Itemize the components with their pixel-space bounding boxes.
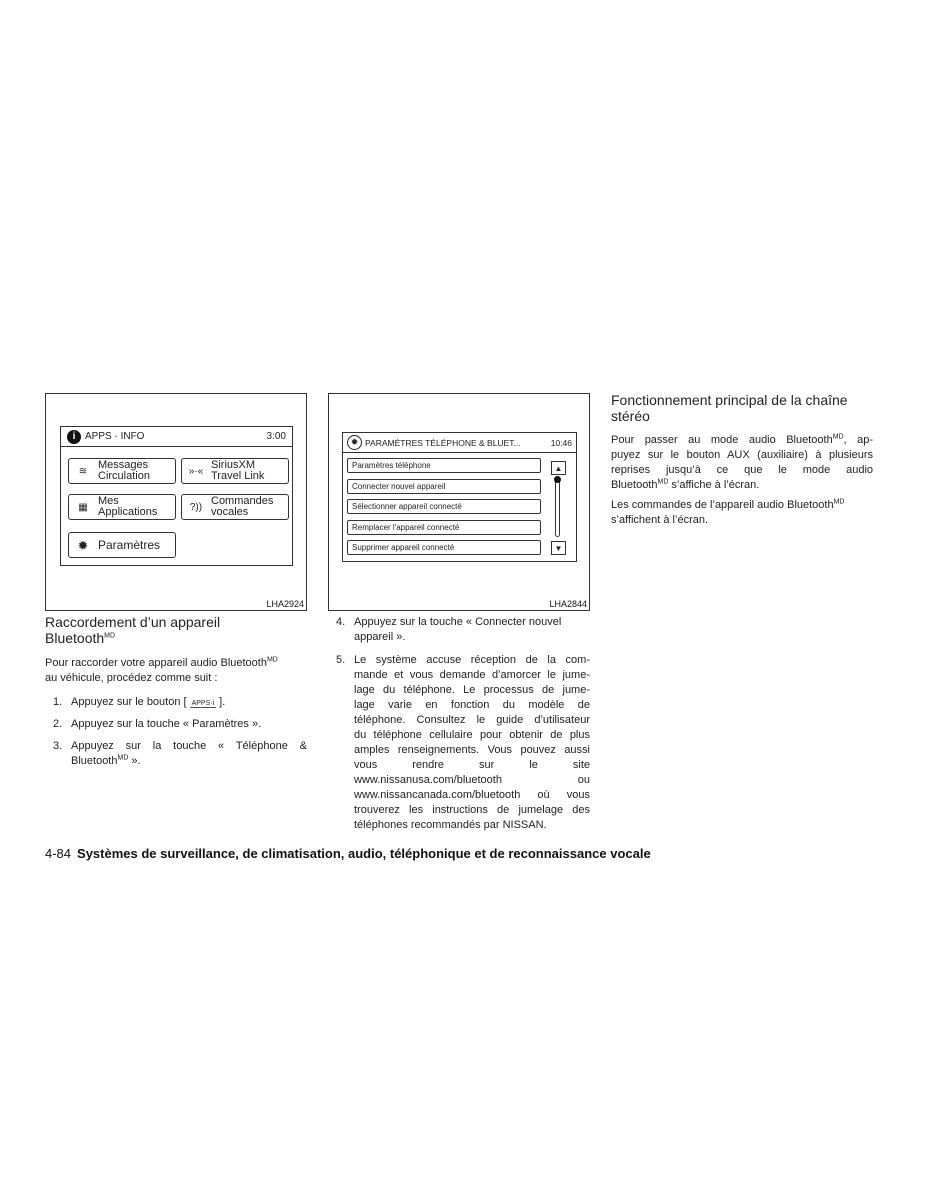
traffic-icon: ≋ (78, 465, 88, 477)
list-item-label: Supprimer appareil connecté (352, 543, 455, 552)
step-number: 3. (53, 740, 63, 752)
list-item-supprimer-appareil[interactable] (347, 540, 541, 555)
p1-line2: puyez sur le bouton AUX (auxiliaire) à plusieurs (611, 449, 873, 461)
list-item-label: Sélectionner appareil connecté (352, 502, 462, 511)
list-item-label: Connecter nouvel appareil (352, 482, 446, 491)
button-label-line1: Messages (98, 459, 149, 471)
figure-label: LHA2924 (266, 599, 304, 609)
scroll-up-button[interactable]: ▲ (551, 461, 566, 475)
md-superscript: MD (833, 498, 845, 506)
bluetooth-word: Bluetooth (71, 755, 118, 767)
list-item-remplacer-appareil[interactable] (347, 520, 541, 535)
screen-title: PARAMÈTRES TÉLÉPHONE & BLUET... (365, 437, 521, 448)
step-5 (336, 653, 590, 835)
info-icon: i (67, 430, 81, 444)
step-line: www.nissancanada.com/bluetooth où vous (354, 789, 590, 801)
p2-line1-text: Les commandes de l’appareil audio Bluetooth (611, 499, 834, 511)
step-line: www.nissanusa.com/bluetooth ou (354, 774, 590, 786)
step-text: Appuyez sur la touche « Paramètres ». (71, 718, 262, 730)
p1-line1-b: , ap- (843, 434, 873, 446)
figure-label: LHA2844 (549, 599, 587, 609)
heading-line1: Raccordement d’un appareil (45, 614, 221, 630)
step-line: mande et vous demande d’amorcer le jume- (354, 669, 590, 681)
step-line: appareil ». (354, 631, 406, 643)
commandes-vocales-button[interactable] (181, 494, 289, 520)
md-superscript: MD (266, 656, 278, 664)
step-number: 4. (336, 616, 346, 628)
md-superscript: MD (104, 632, 116, 640)
paragraph-bluetooth-audio (611, 433, 873, 493)
p1-line3: reprises jusqu’à ce que le mode audio (611, 464, 873, 476)
md-superscript: MD (117, 754, 129, 762)
figure-apps-info (45, 393, 307, 611)
intro-paragraph (45, 656, 307, 686)
scroll-down-button[interactable]: ▼ (551, 541, 566, 555)
step-line: du téléphone cellulaire pour obtenir de plus (354, 729, 590, 741)
step-text-line1: Appuyez sur la touche « Téléphone & (71, 740, 307, 752)
step-text (71, 739, 307, 754)
phone-settings-screen (342, 432, 577, 562)
step-line: lage du téléphone. Le processus de jume- (354, 684, 590, 696)
p1-line1 (611, 433, 873, 448)
step-number: 1. (53, 696, 63, 708)
list-item-parametres-telephone[interactable] (347, 458, 541, 473)
intro-line1: Pour raccorder votre appareil audio Bluetooth (45, 657, 267, 669)
md-superscript: MD (657, 478, 669, 486)
screen-time: 10:46 (550, 437, 572, 448)
button-label-line1: Mes (98, 495, 119, 507)
step-2 (53, 717, 307, 732)
parametres-button[interactable] (68, 532, 176, 558)
heading-line2: Bluetooth (45, 630, 105, 646)
p1-line1-a: Pour passer au mode audio Bluetooth (611, 434, 833, 446)
step-text-b: ]. (219, 696, 226, 708)
siriusxm-travel-link-button[interactable] (181, 458, 289, 484)
heading-line2: stéréo (611, 408, 650, 424)
step-text-line2 (71, 754, 141, 769)
button-label-line1: Commandes (211, 495, 274, 507)
button-label-line2: Circulation (98, 470, 150, 482)
p2-line1 (611, 498, 881, 513)
screen-title: APPS · INFO (85, 431, 145, 442)
step-line: trouverez les instructions de jumelage des (354, 804, 590, 816)
step-3 (53, 739, 307, 769)
step-text-a: Appuyez sur le bouton [ (71, 696, 187, 708)
step-text-end: ». (128, 755, 141, 767)
paragraph-bluetooth-controls (611, 498, 881, 528)
figure-phone-bluetooth-settings (328, 393, 590, 611)
list-item-selectionner-appareil[interactable] (347, 499, 541, 514)
heading-line1: Fonctionnement principal de la chaîne (611, 392, 848, 408)
apps-info-screen (60, 426, 293, 566)
p1-line4-b: s’affiche à l’écran. (668, 479, 760, 491)
mes-applications-button[interactable] (68, 494, 176, 520)
section-heading-raccordement (45, 614, 307, 646)
step-4 (336, 615, 590, 645)
step-text (354, 615, 590, 645)
section-heading-fonctionnement (611, 392, 881, 424)
screen-header (61, 427, 292, 447)
step-line: Le système accuse réception de la com- (354, 654, 590, 666)
button-label-line2: Travel Link (211, 470, 265, 482)
scrollbar-track[interactable] (555, 479, 560, 537)
p1-line4 (611, 478, 873, 493)
voice-command-icon: ?)) (189, 501, 203, 513)
screen-time: 3:00 (266, 431, 286, 442)
messages-circulation-button[interactable] (68, 458, 176, 484)
step-line: lage varie en fonction du modèle de (354, 699, 590, 711)
button-label-line2: vocales (211, 506, 249, 518)
button-label: Paramètres (98, 537, 161, 552)
step-number: 5. (336, 654, 346, 666)
step-line: amples renseignements. Vous pouvez aussi (354, 744, 590, 756)
step-line: Appuyez sur la touche « Connecter nouvel (354, 616, 562, 628)
p1-line4-a: Bluetooth (611, 479, 658, 491)
screen-header (343, 433, 576, 453)
step-line: téléphones recommandés par NISSAN. (354, 819, 547, 831)
step-text (71, 695, 225, 711)
step-number: 2. (53, 718, 63, 730)
gear-icon: ✹ (77, 537, 89, 553)
gear-icon: ✹ (347, 435, 362, 450)
button-label-line2: Applications (98, 506, 158, 518)
apps-grid-icon: ▦ (78, 501, 88, 513)
list-item-connecter-nouvel-appareil[interactable] (347, 479, 541, 494)
list-item-label: Paramètres téléphone (352, 461, 431, 470)
chapter-title: Systèmes de surveillance, de climatisation, audio, téléphonique et de reconnaissance vocale (77, 846, 651, 861)
md-superscript: MD (832, 433, 844, 441)
page-number: 4-84 (45, 846, 72, 861)
scrollbar-thumb[interactable] (554, 476, 561, 483)
p2-line2: s’affichent à l’écran. (611, 514, 709, 526)
step-line: vous rendre sur le site (354, 759, 590, 771)
step-text (354, 653, 590, 833)
step-1 (53, 695, 307, 710)
page-footer (45, 846, 651, 861)
satellite-icon: »·« (188, 465, 204, 477)
step-line: téléphone. Consultez le guide d’utilisateur (354, 714, 590, 726)
button-label-line1: SiriusXM (211, 459, 256, 471)
intro-line2: au véhicule, procédez comme suit : (45, 672, 218, 684)
list-item-label: Remplacer l'appareil connecté (352, 523, 460, 532)
apps-info-key-icon: APPS·i (191, 700, 215, 707)
